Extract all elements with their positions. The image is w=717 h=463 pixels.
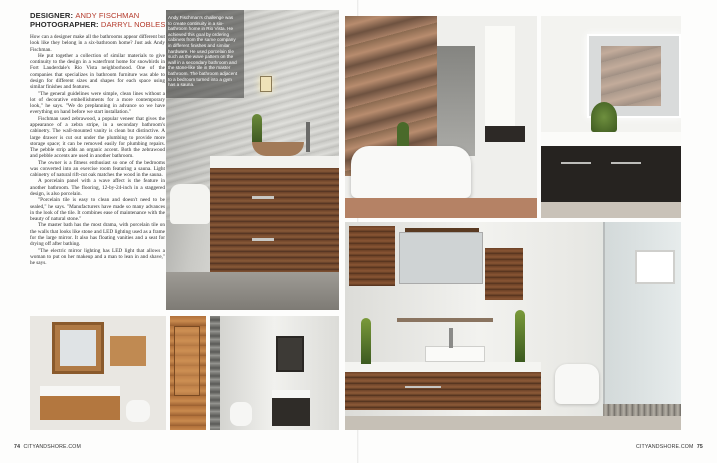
left-page-number: 74: [14, 444, 21, 450]
right-folio: [636, 444, 703, 450]
zebrawood-floating-vanity: [345, 372, 541, 410]
article-paragraph: He put together a collection of similar materials to give continuity to the design in a waterfront home for snowbirds in Fort Lauderdale's Rio Vista neighborhood. One of the companies that specializes in bathroom furniture was able to design for different sizes and shapes for each space using similar finishes and features.: [30, 52, 165, 91]
vanity-handle: [252, 238, 274, 241]
sink-counter: [272, 390, 310, 398]
article-body: [30, 34, 165, 266]
photographer-credit: [30, 20, 165, 29]
article-paragraph: The owner is a fitness enthusiast so one of the bedrooms was converted into an exercise room featuring a sauna. Light cabinetry of natural rift-cut oak matches the wood in the sauna.: [30, 159, 165, 179]
photographer-label: PHOTOGRAPHER:: [30, 20, 99, 29]
oak-vanity: [40, 396, 120, 420]
dark-vanity: [272, 398, 310, 426]
left-folio-site: CITYANDSHORE.COM: [23, 444, 82, 450]
left-page: [0, 0, 358, 463]
article-paragraph: The master bath has the most drama, with porcelain tile on the walls that looks like stone and LED lighting used as a frame for the large mirror. It also has floating vanities and a seat for drying off after bathing.: [30, 222, 165, 248]
oak-vanity-photo: [30, 316, 166, 430]
article-paragraph: Fischman used zebrawood, a popular veneer that gives the appearance of a zebra stripe, in a secondary bathroom's cabinetry. The wall-mounted vanity is clean but distinctive. A large drawer is cut out under the plumbing to provide more storage space; it can be removed easily for plumbing repairs. The pebble strip adds an organic accent. Both the zebrawood and pebble accents are used in another bathroom.: [30, 115, 165, 160]
led-light-bar: [405, 228, 479, 232]
plant: [361, 318, 371, 364]
photo-caption: Andy Fischman's challenge was to create continuity in a six-bathroom home in Rio Vista. He achieved this goal by ordering cabinets from the same company in different finishes and similar hardware. He used porcelain tile such as the wave pattern on the wall in a secondary bathroom and the stone-like tile in the master bathroom. The bathroom adjacent to a bedroom turned into a gym has a sauna.: [168, 15, 238, 88]
bowl-sink: [252, 142, 304, 156]
pebble-floor: [166, 272, 339, 310]
right-page-number: 75: [696, 444, 703, 450]
sink-counter: [40, 386, 120, 396]
countertop: [210, 156, 339, 168]
tile-floor: [345, 198, 537, 218]
plant: [252, 114, 262, 142]
article-paragraph: "Porcelain tile is easy to clean and doesn't need to be sealed," he says. "Manufacturers have made so many advances in the look of the tile. It combines ease of maintenance with the beauty of natural stone.": [30, 197, 165, 223]
photographer-name: DARRYL NOBLES: [100, 20, 166, 29]
countertop: [541, 132, 681, 146]
oak-shelf: [110, 336, 146, 366]
countertop: [345, 362, 541, 372]
vessel-sink: [425, 346, 485, 362]
toilet: [126, 400, 150, 422]
master-bath-tub-photo: [345, 16, 537, 218]
upper-mirror: [399, 232, 483, 284]
window: [635, 250, 675, 284]
plant: [591, 102, 617, 132]
glass-shower: [437, 46, 475, 156]
vanity-handle: [405, 386, 441, 388]
floating-shelf: [397, 318, 493, 322]
vanity-handle: [252, 196, 274, 199]
vanity-handle: [561, 162, 591, 164]
credits-block: [30, 11, 165, 29]
toilet: [555, 364, 599, 404]
pebble-strip: [603, 404, 681, 416]
designer-label: DESIGNER:: [30, 11, 74, 20]
vanity-handle: [611, 162, 641, 164]
small-dark-cabinet: [485, 126, 525, 142]
faucet: [306, 122, 310, 152]
toilet: [170, 184, 210, 224]
double-vanity-photo: [541, 16, 681, 218]
toilet: [230, 402, 252, 426]
sauna-photo: [170, 316, 206, 430]
dark-vanity-photo: [210, 316, 339, 430]
window-light: [485, 26, 515, 126]
dark-floating-vanity: [541, 146, 681, 202]
right-folio-site: CITYANDSHORE.COM: [635, 444, 694, 450]
faucet: [449, 328, 453, 348]
article-paragraph: "The electric mirror lighting has LED light that allows a woman to put on her makeup and a man to lean in and shave," he says.: [30, 247, 165, 267]
sauna-door-glass: [174, 326, 200, 396]
article-paragraph: A porcelain panel with a wave affect is the feature in another bathroom. The flooring, 12-by-24-inch in a staggered design, is also porcelain.: [30, 178, 165, 198]
mirror: [60, 330, 96, 366]
dark-mirror: [276, 336, 304, 372]
upper-cabinet-right: [485, 248, 523, 300]
article-paragraph: How can a designer make all the bathrooms appear different but look like they belong in a six-bathroom home? Just ask Andy Fischman.: [30, 34, 165, 53]
freestanding-tub: [351, 146, 471, 198]
floor: [541, 202, 681, 218]
article-paragraph: "The general guidelines were simple, clean lines without a lot of decorative embellishments for a more contemporary look," he says. "We do preplanning in advance so we have everything on hand before we start installation.": [30, 90, 165, 116]
plant: [397, 122, 409, 146]
left-folio: [14, 444, 81, 450]
wall-sconce: [260, 76, 272, 92]
stone-reflection: [601, 46, 661, 106]
designer-credit: [30, 11, 165, 20]
plant: [515, 310, 525, 362]
upper-cabinet-left: [349, 226, 395, 286]
right-page: [359, 0, 717, 463]
zebrawood-bath-photo: [345, 222, 681, 430]
designer-name: ANDY FISCHMAN: [75, 11, 140, 20]
floor: [345, 416, 681, 430]
stone-column: [210, 316, 220, 430]
zebrawood-vanity: [210, 168, 339, 272]
